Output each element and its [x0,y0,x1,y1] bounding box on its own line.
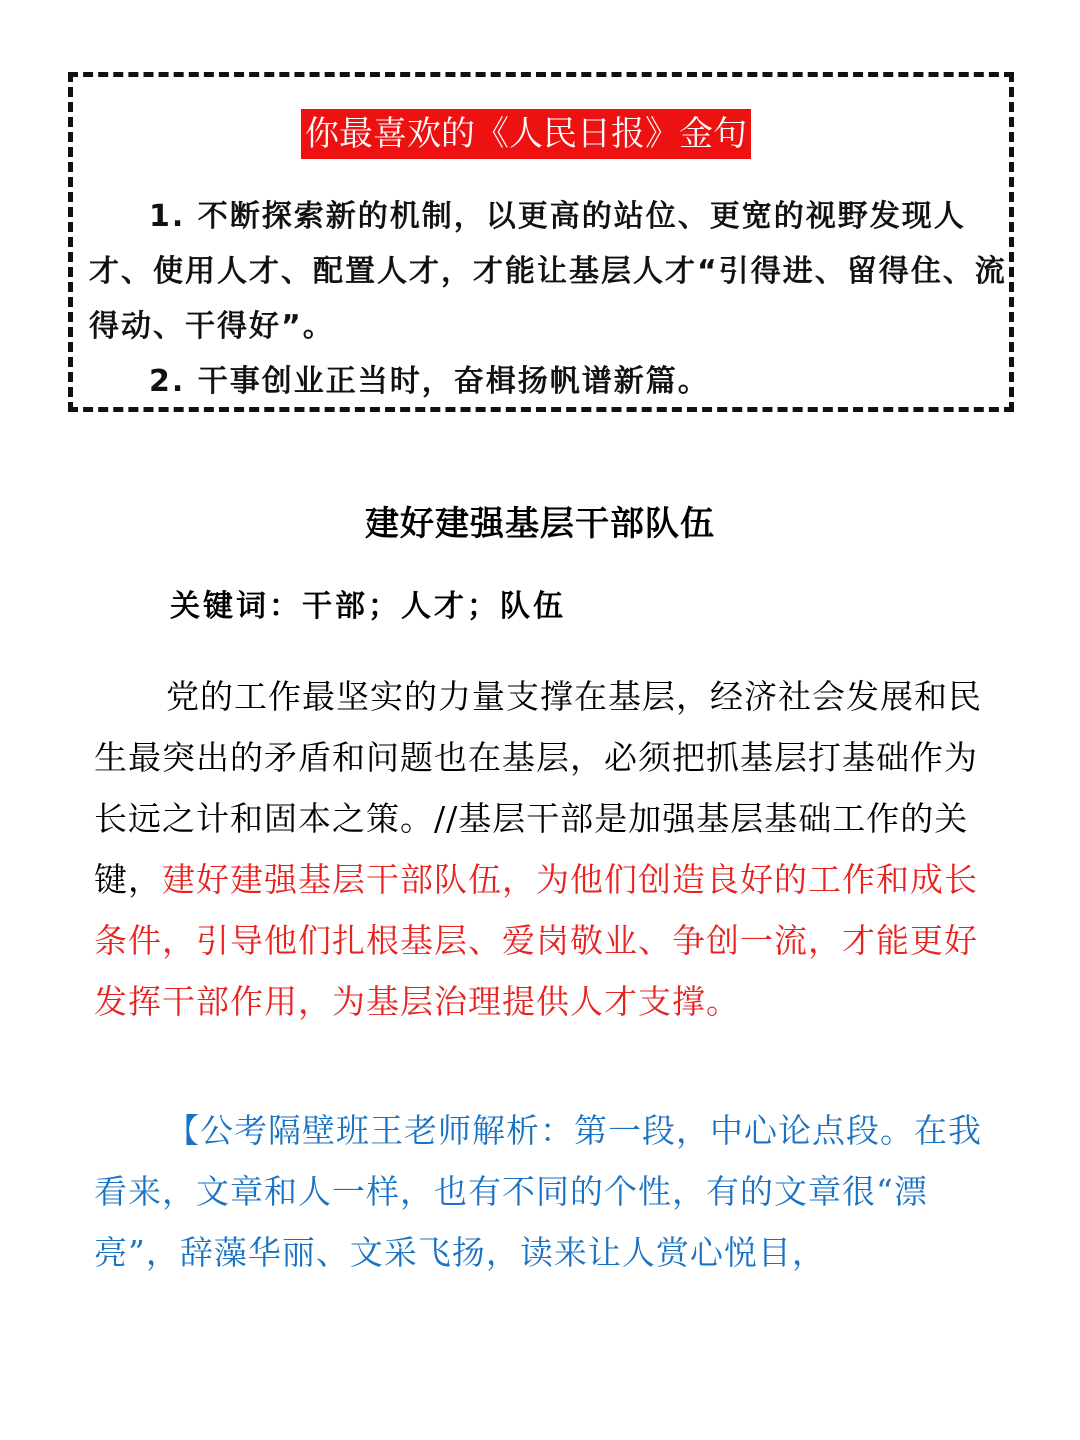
paragraph-plain-text: 党的工作最坚实的力量支撑在基层，经济社会发展和民生最突出的矛盾和问题也在基层，必须把抓基层打基础作为长远之计和固本之策。//基层干部是加强基层基础工作的关键， [94,677,982,899]
article-keywords: 关键词：干部；人才；队伍 [170,589,566,624]
article-paragraph [94,666,994,1032]
quote-box-title: 你最喜欢的《人民日报》金句 [301,109,751,159]
teacher-analysis: 【公考隔壁班王老师解析：第一段，中心论点段。在我看来，文章和人一样，也有不同的个性，有的文章很“漂亮”，辞藻华丽、文采飞扬，读来让人赏心悦目， [94,1111,982,1272]
article-title: 建好建强基层干部队伍 [365,504,715,544]
quote-list [89,189,1009,409]
quote-item-1: 1. 不断探索新的机制，以更高的站位、更宽的视野发现人才、使用人才、配置人才，才能让基层人才“引得进、留得住、流得动、干得好”。 [89,199,1007,344]
paragraph-highlighted-text: 建好建强基层干部队伍，为他们创造良好的工作和成长条件，引导他们扎根基层、爱岗敬业、争创一流，才能更好发挥干部作用，为基层治理提供人才支撑。 [94,860,978,1021]
quote-box [68,72,1014,412]
quote-item-2: 2. 干事创业正当时，奋楫扬帆谱新篇。 [149,364,710,399]
